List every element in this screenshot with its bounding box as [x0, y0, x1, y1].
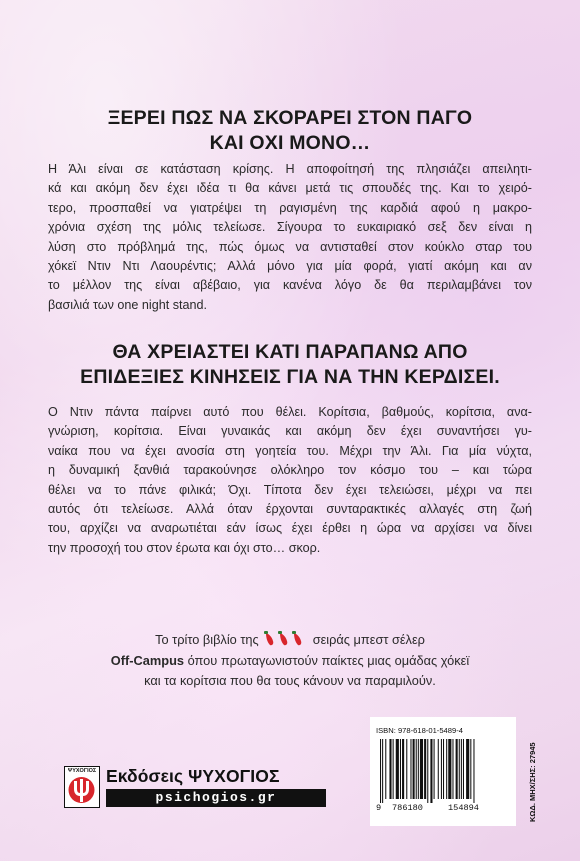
paragraph-line: χόκεϊ Ντιν Ντι Λαουρέντις; Αλλά μόνο για μία φορά, γιατί ακόμη και αν — [48, 259, 532, 274]
heading-line: ΞΕΡΕΙ ΠΩΣ ΝΑ ΣΚΟΡΑΡΕΙ ΣΤΟΝ ΠΑΓΟ — [107, 107, 473, 129]
isbn-text: ISBN: 978-618-01-5489-4 — [376, 726, 463, 735]
heading-line: ΚΑΙ ΟΧΙ ΜΟΝΟ… — [209, 132, 371, 154]
tagline-text: σειράς μπεστ σέλερ — [312, 632, 425, 647]
publisher-logo — [64, 766, 326, 808]
paragraph-line: η δυναμική ξανθιά ταρακούνησε ολόκληρο τον κόσμο του – και τώρα — [48, 463, 532, 478]
publisher-url: psichogios.gr — [106, 789, 326, 807]
paragraph-section-2 — [48, 403, 532, 558]
tagline-text: όπου πρωταγωνιστούν παίκτες μιας ομάδας χόκεϊ — [184, 652, 470, 668]
tagline-line-3: και τα κορίτσια που θα τους κάνουν να παραμιλούν. — [144, 673, 436, 688]
series-name: Off-Campus — [110, 652, 185, 668]
paragraph-line: λύση στο πρόβλημά της, πώς όμως να αντισταθεί στον κούκλο σταρ του — [48, 239, 532, 254]
tagline-line-1 — [60, 630, 520, 651]
barcode-digits-right: 154894 — [448, 803, 479, 813]
paragraph-line: αυτός ότι τελείωσε. Αλλά όταν έρχονται συνταρακτικές αλλαγές στη ζωή — [48, 502, 532, 517]
paragraph-line: ναίκα που να έχει ανοσία στη γοητεία του. Μέχρι την Άλι. Για μία νύχτα, — [48, 443, 532, 458]
heading-line: ΘΑ ΧΡΕΙΑΣΤΕΙ ΚΑΤΙ ΠΑΡΑΠΑΝΩ ΑΠΟ — [112, 341, 468, 363]
tagline-line-2 — [60, 651, 520, 672]
tagline-text: Το τρίτο βιβλίο της — [155, 632, 259, 647]
paragraph-line: τερο, προσπαθεί να γιατρέψει τη ραγισμένη της καρδιά αφού η μακρο- — [48, 200, 532, 215]
barcode-digit-first: 9 — [376, 803, 382, 813]
barcode-icon — [376, 739, 510, 803]
barcode-digits-left: 786180 — [392, 803, 423, 813]
paragraph-line: Ο Ντιν πάντα παίρνει αυτό που θέλει. Κορίτσια, βαθμούς, κορίτσια, ανα- — [48, 405, 532, 419]
psi-symbol-icon — [65, 775, 98, 807]
paragraph-line: κά και ακόμη δεν έχει ιδέα τι θα κάνει μετά τις σπουδές της. Και το χειρό- — [48, 181, 532, 196]
logo-small-text: ΨΥΧΟΓΙΟΣ — [67, 768, 97, 774]
paragraph-line: Η Άλι είναι σε κατάσταση κρίσης. Η αποφοίτησή της πλησιάζει απειλητι- — [48, 162, 532, 176]
paragraph-line: του, αρχίζει να αναρωτιέται εάν ίσως έχει έρθει η ώρα να αρχίσει να δίνει — [48, 521, 532, 536]
paragraph-line: χρόνια σχέση της μόλις τελείωσε. Σίγουρα το ευκαιριακό σεξ δεν είναι η — [48, 220, 532, 235]
publisher-name: Εκδόσεις ΨΥΧΟΓΙΟΣ — [106, 766, 280, 786]
heading-line: ΕΠΙΔΕΞΙΕΣ ΚΙΝΗΣΕΙΣ ΓΙΑ ΝΑ ΤΗΝ ΚΕΡΔΙΣΕΙ. — [80, 366, 500, 388]
chili-peppers-icon — [263, 631, 309, 647]
paragraph-line: θέλει να το πάνε φιλικά; Όχι. Τίποτα δεν έχει τελειώσει, μέχρι να πει — [48, 482, 532, 497]
psi-logo-icon — [64, 766, 100, 808]
barcode-panel — [370, 717, 516, 826]
paragraph-line: την προσοχή του στον έρωτα και όχι στο… σκορ. — [48, 540, 321, 555]
series-tagline — [60, 630, 520, 692]
heading-section-2 — [40, 340, 540, 390]
heading-section-1 — [40, 106, 540, 156]
product-code: ΚΩΔ. ΜΗΧ/ΣΗΣ: 27945 — [528, 742, 537, 822]
paragraph-line: γνώριση, κορίτσια. Είναι γυναικάς και ακόμη δεν έχει συναντήσει γυ- — [48, 424, 532, 439]
paragraph-line: το μέλλον της είναι αβέβαιο, για κανένα λόγο δε θα περιλαμβάνει τον — [48, 278, 532, 293]
paragraph-line: βασιλιά των one night stand. — [48, 297, 208, 312]
paragraph-section-1 — [48, 160, 532, 315]
